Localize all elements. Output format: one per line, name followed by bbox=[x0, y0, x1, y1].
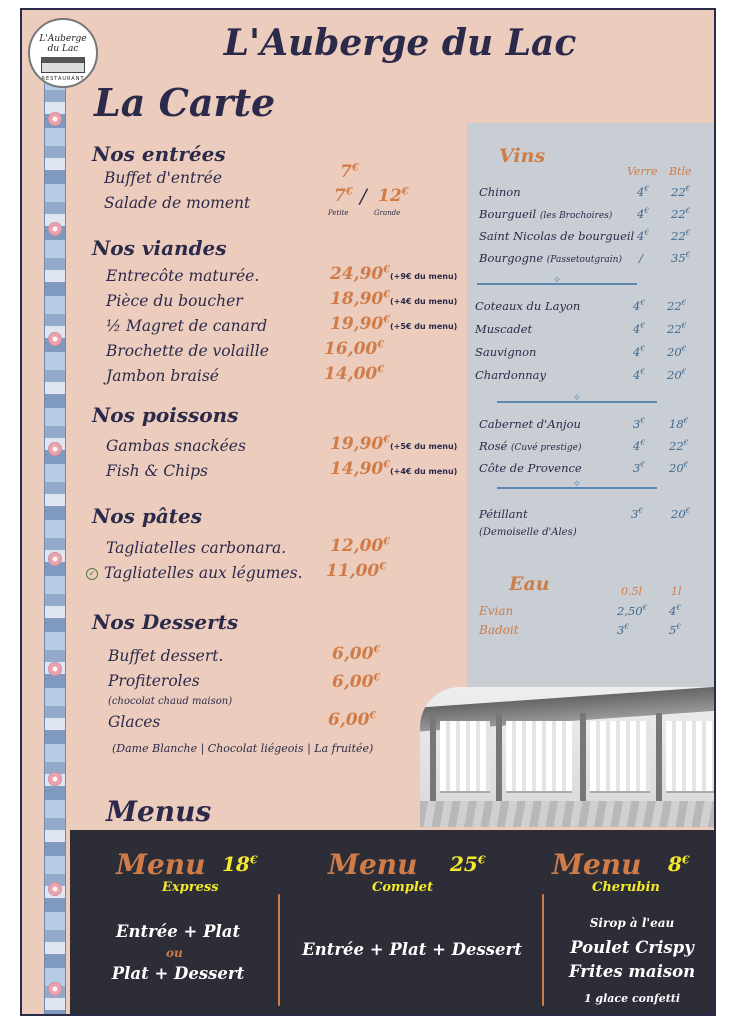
item-name: Brochette de volaille bbox=[106, 342, 269, 360]
item-note: (+4€ du menu) bbox=[390, 297, 458, 306]
item-name: Gambas snackées bbox=[106, 437, 246, 455]
menu-complet-price: 25€ bbox=[450, 852, 486, 876]
size-label-grande: Grande bbox=[374, 209, 401, 217]
section-menus: Menus bbox=[106, 795, 212, 828]
wine-bottle-price: 22€ bbox=[669, 439, 689, 453]
menu-express-line1: Entrée + Plat bbox=[115, 922, 241, 941]
item-price: 19,90€ bbox=[330, 434, 391, 454]
wine-bottle-price: 22€ bbox=[671, 207, 691, 221]
wine-bottle-price: 22€ bbox=[667, 322, 687, 336]
item-price: 12,00€ bbox=[330, 536, 391, 556]
wine-glass-price: 4€ bbox=[637, 229, 649, 243]
item-price: 7€ bbox=[340, 162, 359, 182]
menu-cherubin-line1: Sirop à l'eau bbox=[589, 916, 675, 930]
logo-subtitle: RESTAURANT bbox=[41, 76, 85, 82]
section-desserts: Nos Desserts bbox=[92, 610, 239, 634]
wine-bottle-price: 20€ bbox=[667, 368, 687, 382]
item-name: Buffet d'entrée bbox=[104, 169, 223, 187]
wine-glass-price: 4€ bbox=[637, 185, 649, 199]
item-price: 19,90€ bbox=[330, 314, 391, 334]
menu-separator bbox=[278, 894, 280, 1006]
wine-glass-price: 4€ bbox=[633, 439, 645, 453]
col-litre: 1l bbox=[671, 585, 682, 598]
item-price: 16,00€ bbox=[324, 339, 385, 359]
wine-glass-price: / bbox=[639, 251, 643, 265]
item-note: (Dame Blanche | Chocolat liégeois | La fruitée) bbox=[112, 742, 374, 755]
item-price: 24,90€ bbox=[330, 264, 391, 284]
item-name: Pièce du boucher bbox=[106, 292, 243, 310]
wine-glass-price: 3€ bbox=[633, 417, 645, 431]
item-name: Buffet dessert. bbox=[108, 647, 224, 665]
wine-name: Bourgueil (les Brochoires) bbox=[479, 207, 613, 221]
item-price: 18,90€ bbox=[330, 289, 391, 309]
menus-band bbox=[70, 830, 716, 1016]
wine-glass-price: 4€ bbox=[633, 322, 645, 336]
wine-name: Saint Nicolas de bourgueil bbox=[479, 229, 635, 243]
item-price: 6,00€ bbox=[332, 672, 381, 692]
wine-name: Cabernet d'Anjou bbox=[479, 417, 581, 431]
wine-glass-price: 3€ bbox=[631, 507, 643, 521]
wine-glass-price: 4€ bbox=[633, 368, 645, 382]
item-price-large: 12€ bbox=[378, 186, 409, 206]
item-note: (+4€ du menu) bbox=[390, 467, 458, 476]
col-half-litre: 0.5l bbox=[621, 585, 643, 598]
menu-express-or: ou bbox=[166, 946, 183, 960]
item-price: 6,00€ bbox=[328, 710, 377, 730]
item-price: 6,00€ bbox=[332, 644, 381, 664]
section-eau: Eau bbox=[509, 573, 550, 595]
wine-bottle-price: 22€ bbox=[671, 229, 691, 243]
item-price: 11,00€ bbox=[326, 561, 387, 581]
terrace-photo bbox=[420, 687, 716, 827]
col-glass: Verre bbox=[627, 165, 658, 178]
water-name: Badoit bbox=[479, 623, 519, 637]
wine-glass-price: 4€ bbox=[633, 345, 645, 359]
wine-name: Bourgogne (Passetoutgrain) bbox=[479, 251, 622, 265]
item-note: (chocolat chaud maison) bbox=[108, 696, 233, 707]
wine-name: Chardonnay bbox=[475, 368, 547, 382]
wine-bottle-price: 18€ bbox=[669, 417, 689, 431]
menu-page bbox=[20, 8, 716, 1016]
wine-list bbox=[467, 123, 716, 703]
water-price-small: 2,50€ bbox=[617, 604, 648, 618]
item-name: Entrecôte maturée. bbox=[106, 267, 260, 285]
menu-express-line2: Plat + Dessert bbox=[111, 964, 245, 983]
water-name: Evian bbox=[479, 604, 514, 618]
menu-complet-line1: Entrée + Plat + Dessert bbox=[302, 940, 522, 959]
wine-bottle-price: 22€ bbox=[667, 299, 687, 313]
water-price-large: 4€ bbox=[669, 604, 681, 618]
menu-cherubin-line4: 1 glace confetti bbox=[583, 992, 681, 1005]
item-price-small: 7€ bbox=[334, 186, 353, 206]
menu-cherubin-line3: Frites maison bbox=[568, 962, 696, 981]
wine-name: Côte de Provence bbox=[479, 461, 582, 475]
item-note: (+5€ du menu) bbox=[390, 322, 458, 331]
wine-bottle-price: 20€ bbox=[669, 461, 689, 475]
wine-glass-price: 4€ bbox=[637, 207, 649, 221]
item-note: (+9€ du menu) bbox=[390, 272, 458, 281]
logo-name-line2: du Lac bbox=[47, 44, 79, 54]
item-name: ½ Magret de canard bbox=[106, 317, 268, 335]
menu-separator bbox=[542, 894, 544, 1006]
divider bbox=[497, 401, 657, 403]
section-viandes: Nos viandes bbox=[92, 236, 227, 260]
divider bbox=[477, 283, 637, 285]
menu-cherubin-line2: Poulet Crispy bbox=[570, 938, 694, 957]
divider bbox=[497, 487, 657, 489]
wine-name: Sauvignon bbox=[475, 345, 537, 359]
wine-bottle-price: 35€ bbox=[671, 251, 691, 265]
menu-express-title: Menu bbox=[116, 848, 206, 881]
section-poissons: Nos poissons bbox=[92, 403, 239, 427]
menu-express-subtitle: Express bbox=[162, 880, 219, 895]
menu-cherubin-price: 8€ bbox=[668, 852, 690, 876]
item-name: Glaces bbox=[108, 713, 161, 731]
item-name: Profiteroles bbox=[108, 672, 200, 690]
wine-glass-price: 3€ bbox=[633, 461, 645, 475]
wine-name: Chinon bbox=[479, 185, 521, 199]
restaurant-title: L'Auberge du Lac bbox=[223, 22, 577, 64]
wine-name: Coteaux du Layon bbox=[475, 299, 581, 313]
wine-name: Rosé (Cuvé prestige) bbox=[479, 439, 582, 453]
wine-bottle-price: 20€ bbox=[671, 507, 691, 521]
menu-cherubin-title: Menu bbox=[552, 848, 642, 881]
price-separator: / bbox=[360, 184, 367, 208]
wine-bottle-price: 20€ bbox=[667, 345, 687, 359]
menu-complet-title: Menu bbox=[328, 848, 418, 881]
item-note: (+5€ du menu) bbox=[390, 442, 458, 451]
floral-border bbox=[44, 72, 66, 1016]
wine-bottle-price: 22€ bbox=[671, 185, 691, 199]
wine-glass-price: 4€ bbox=[633, 299, 645, 313]
carte-title: La Carte bbox=[94, 80, 276, 125]
item-name: Jambon braisé bbox=[106, 367, 219, 385]
water-price-small: 3€ bbox=[617, 623, 629, 637]
leaf-icon: ✓ bbox=[86, 568, 98, 580]
item-price: 14,00€ bbox=[324, 364, 385, 384]
wine-note: (Demoiselle d'Ales) bbox=[479, 527, 577, 538]
item-price: 14,90€ bbox=[330, 459, 391, 479]
menu-cherubin-subtitle: Cherubin bbox=[592, 880, 660, 895]
menu-express-price: 18€ bbox=[222, 852, 258, 876]
item-name: Tagliatelles carbonara. bbox=[106, 539, 287, 557]
col-bottle: Btle bbox=[669, 165, 692, 178]
section-vins: Vins bbox=[499, 145, 546, 167]
section-pates: Nos pâtes bbox=[92, 504, 203, 528]
item-name: Fish & Chips bbox=[106, 462, 208, 480]
item-name: Tagliatelles aux légumes. bbox=[104, 564, 303, 582]
menu-complet-subtitle: Complet bbox=[372, 880, 434, 895]
logo-name-line1: L'Auberge bbox=[39, 34, 87, 44]
wine-name: Pétillant bbox=[479, 507, 528, 521]
section-entrees: Nos entrées bbox=[92, 142, 226, 166]
item-name: Salade de moment bbox=[104, 194, 251, 212]
water-price-large: 5€ bbox=[669, 623, 681, 637]
size-label-petite: Petite bbox=[328, 209, 349, 217]
wine-name: Muscadet bbox=[475, 322, 533, 336]
